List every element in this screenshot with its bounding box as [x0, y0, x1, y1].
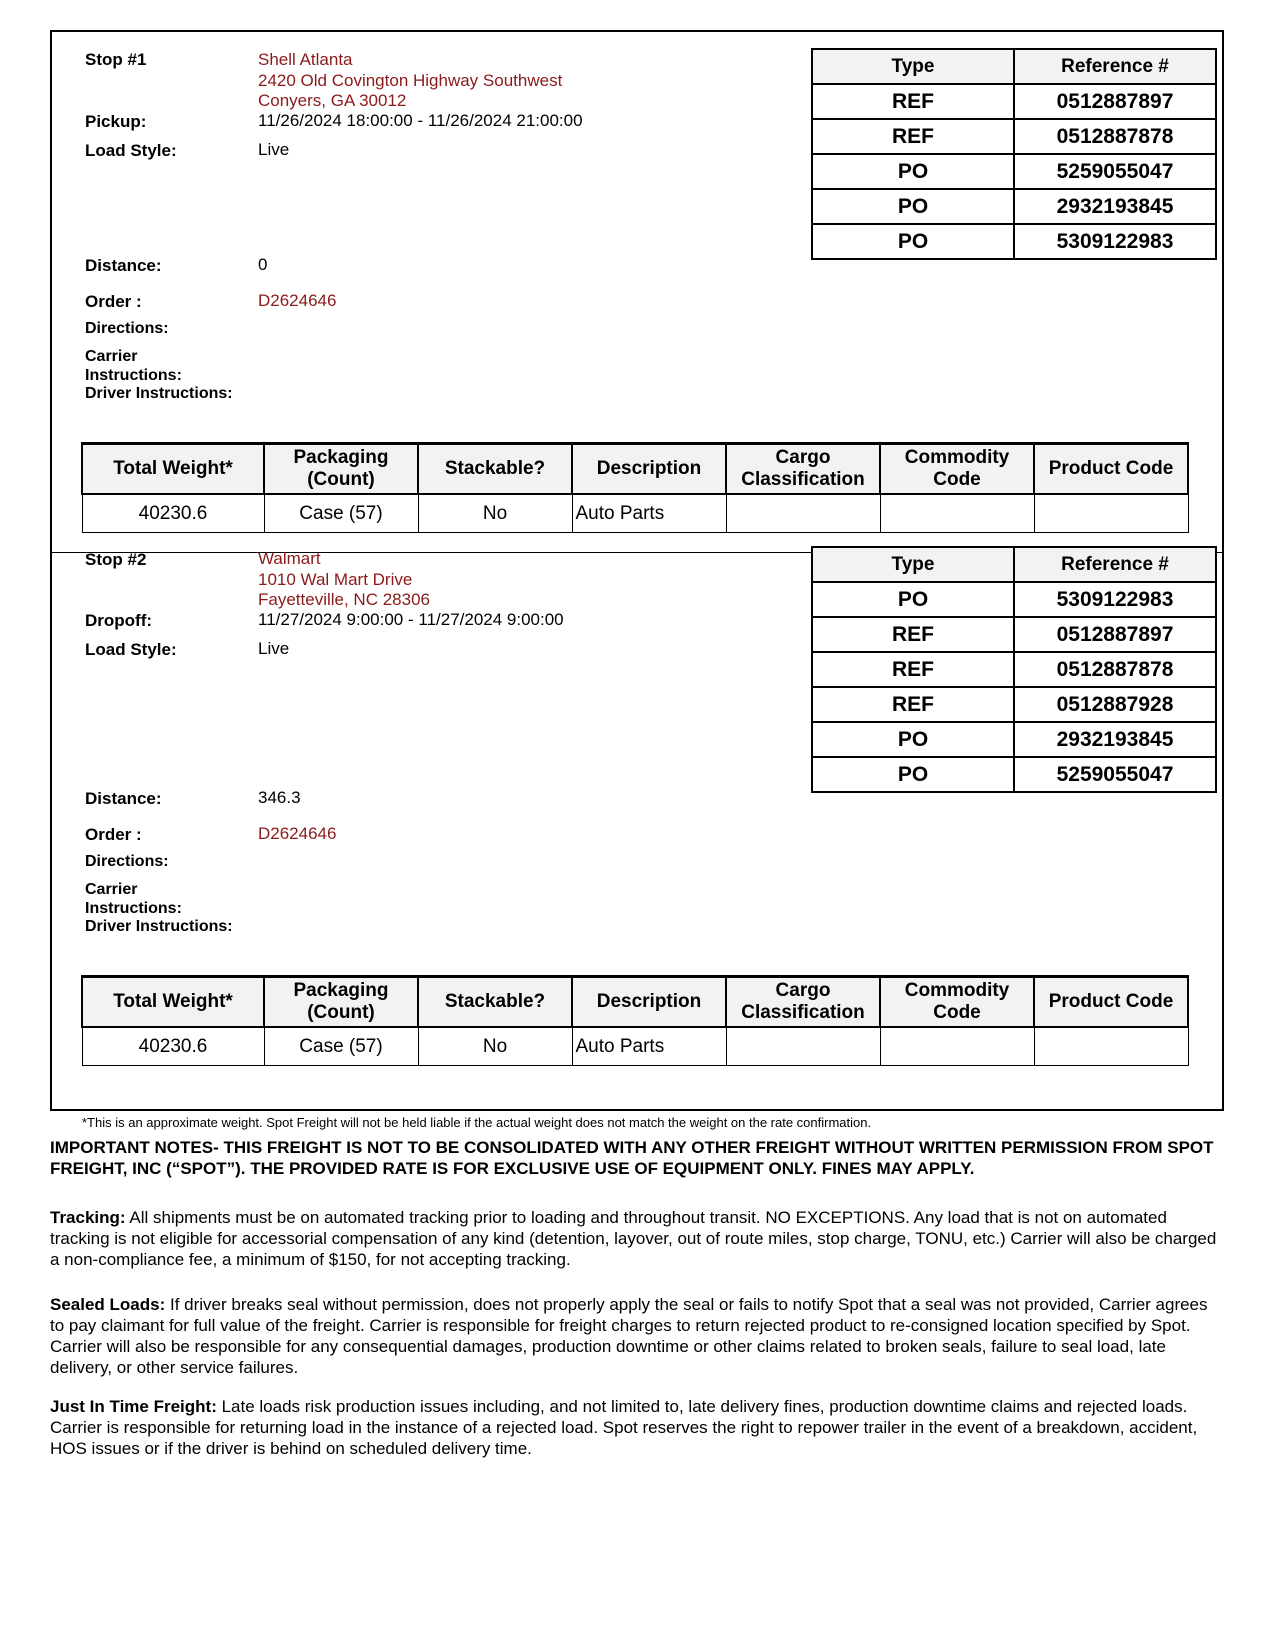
table-row	[812, 687, 1216, 722]
weight-header: Total Weight*	[82, 444, 264, 495]
pickup-label: Pickup:	[85, 112, 147, 131]
distance-value: 0	[258, 255, 268, 274]
ref-number-cell: 0512887897	[1014, 84, 1216, 119]
tracking-paragraph	[50, 1207, 1225, 1270]
stop-address-line1: 2420 Old Covington Highway Southwest	[258, 71, 563, 90]
description-header: Description	[572, 444, 726, 495]
stop-name: Walmart	[258, 549, 321, 568]
cargo-header: Cargo Classification	[726, 444, 880, 495]
important-notes: IMPORTANT NOTES- THIS FREIGHT IS NOT TO BE CONSOLIDATED WITH ANY OTHER FREIGHT WITHOUT WRITTEN PERMISSION FROM SPOT FREIGHT, INC (“SPOT”). THE PROVIDED RATE IS FOR EXCLUSIVE USE OF EQUIPMENT ONLY. FINES MAY APPLY.	[50, 1138, 1214, 1178]
stop-label: Stop #1	[85, 50, 147, 69]
stop-address-line1: 1010 Wal Mart Drive	[258, 570, 413, 589]
commodity-cell	[880, 494, 1034, 533]
table-row	[812, 189, 1216, 224]
weight-cell: 40230.6	[82, 1027, 264, 1066]
ref-number-cell: 5309122983	[1014, 582, 1216, 617]
table-row	[812, 84, 1216, 119]
table-row	[812, 757, 1216, 792]
order-label: Order :	[85, 292, 142, 311]
commodity-header: Commodity Code	[880, 977, 1034, 1028]
ref-type-cell: PO	[812, 154, 1014, 189]
table-row	[82, 494, 1188, 533]
ref-type-cell: PO	[812, 722, 1014, 757]
description-header: Description	[572, 977, 726, 1028]
ref-number-cell: 0512887897	[1014, 617, 1216, 652]
cargo-cell	[726, 1027, 880, 1066]
stop-2-section	[50, 549, 1224, 1111]
driver-instructions-label: Driver Instructions:	[85, 385, 233, 402]
driver-instructions-label: Driver Instructions:	[85, 918, 233, 935]
just-in-time-text: Late loads risk production issues including, and not limited to, late delivery fines, production downtime claims and rejected loads. Carrier is responsible for returning load in the instance of a rejected load. Spot reserves the right to repower trailer in the event of a breakdown, accident, HOS issues or if the driver is behind on scheduled delivery time.	[50, 1397, 1198, 1458]
order-label: Order :	[85, 825, 142, 844]
ref-type-cell: PO	[812, 189, 1014, 224]
ref-type-cell: REF	[812, 652, 1014, 687]
ref-number-cell: 2932193845	[1014, 189, 1216, 224]
packaging-header: Packaging (Count)	[264, 444, 418, 495]
carrier-instructions-label-2: Instructions:	[85, 367, 182, 384]
dropoff-label: Dropoff:	[85, 611, 153, 630]
order-value: D2624646	[258, 291, 337, 310]
carrier-instructions-label-2: Instructions:	[85, 900, 182, 917]
stop-label: Stop #2	[85, 550, 147, 569]
product-code-header: Product Code	[1034, 977, 1188, 1028]
pickup-time: 11/26/2024 18:00:00 - 11/26/2024 21:00:00	[258, 111, 583, 130]
load-style-value: Live	[258, 639, 290, 658]
ref-number-header: Reference #	[1014, 49, 1216, 84]
stop-address-line2: Fayetteville, NC 28306	[258, 590, 430, 609]
ref-number-header: Reference #	[1014, 547, 1216, 582]
distance-value: 346.3	[258, 788, 301, 807]
reference-table	[811, 48, 1217, 260]
ref-type-header: Type	[812, 49, 1014, 84]
tracking-text: All shipments must be on automated tracking prior to loading and throughout transit. NO EXCEPTIONS. Any load that is not on automated tracking is not eligible for accessorial compensation of any kind (detention, layover, out of route miles, stop charge, TONU, etc.) Carrier will also be charged a non-compliance fee, a minimum of $150, for not accepting tracking.	[50, 1208, 1217, 1269]
stop-name: Shell Atlanta	[258, 50, 353, 69]
table-row	[812, 154, 1216, 189]
just-in-time-paragraph	[50, 1396, 1225, 1459]
product-code-cell	[1034, 1027, 1188, 1066]
ref-number-cell: 0512887878	[1014, 119, 1216, 154]
ref-type-cell: REF	[812, 119, 1014, 154]
ref-number-cell: 5259055047	[1014, 154, 1216, 189]
ref-number-cell: 2932193845	[1014, 722, 1216, 757]
carrier-instructions-label-1: Carrier	[85, 881, 138, 898]
stackable-cell: No	[418, 1027, 572, 1066]
cargo-cell	[726, 494, 880, 533]
sealed-loads-title: Sealed Loads:	[50, 1295, 166, 1314]
commodity-cell	[880, 1027, 1034, 1066]
load-style-label: Load Style:	[85, 640, 177, 659]
order-value: D2624646	[258, 824, 337, 843]
stackable-header: Stackable?	[418, 977, 572, 1028]
ref-type-cell: PO	[812, 582, 1014, 617]
ref-type-header: Type	[812, 547, 1014, 582]
directions-label: Directions:	[85, 320, 169, 337]
carrier-instructions-label-1: Carrier	[85, 348, 138, 365]
table-row	[812, 617, 1216, 652]
goods-table	[81, 442, 1189, 533]
stackable-header: Stackable?	[418, 444, 572, 495]
description-cell: Auto Parts	[572, 494, 726, 533]
weight-header: Total Weight*	[82, 977, 264, 1028]
ref-type-cell: PO	[812, 757, 1014, 792]
table-row	[812, 582, 1216, 617]
sealed-loads-text: If driver breaks seal without permission, does not properly apply the seal or fails to notify Spot that a seal was not provided, Carrier agrees to pay claimant for full value of the freight. Carrier is responsible for freight charges to return rejected product to re-consigned location specified by Spot. Carrier will also be responsible for any consequential damages, production downtime or other claims related to broken seals, failure to seal load, late delivery, or other service failures.	[50, 1295, 1208, 1377]
table-row	[812, 224, 1216, 259]
stop-address-line2: Conyers, GA 30012	[258, 91, 407, 110]
ref-number-cell: 0512887928	[1014, 687, 1216, 722]
packaging-cell: Case (57)	[264, 494, 418, 533]
stackable-cell: No	[418, 494, 572, 533]
ref-number-cell: 5309122983	[1014, 224, 1216, 259]
stop-1-section	[50, 30, 1224, 553]
goods-table	[81, 975, 1189, 1066]
table-row	[82, 1027, 1188, 1066]
ref-number-cell: 0512887878	[1014, 652, 1216, 687]
ref-type-cell: REF	[812, 617, 1014, 652]
dropoff-time: 11/27/2024 9:00:00 - 11/27/2024 9:00:00	[258, 610, 564, 629]
distance-label: Distance:	[85, 256, 162, 275]
product-code-header: Product Code	[1034, 444, 1188, 495]
ref-type-cell: REF	[812, 687, 1014, 722]
tracking-title: Tracking:	[50, 1208, 126, 1227]
distance-label: Distance:	[85, 789, 162, 808]
weight-cell: 40230.6	[82, 494, 264, 533]
commodity-header: Commodity Code	[880, 444, 1034, 495]
sealed-loads-paragraph	[50, 1294, 1225, 1378]
weight-footnote: *This is an approximate weight. Spot Freight will not be held liable if the actual weight does not match the weight on the rate confirmation.	[82, 1115, 872, 1130]
ref-type-cell: PO	[812, 224, 1014, 259]
load-style-label: Load Style:	[85, 141, 177, 160]
description-cell: Auto Parts	[572, 1027, 726, 1066]
table-row	[812, 652, 1216, 687]
packaging-cell: Case (57)	[264, 1027, 418, 1066]
load-style-value: Live	[258, 140, 290, 159]
ref-number-cell: 5259055047	[1014, 757, 1216, 792]
product-code-cell	[1034, 494, 1188, 533]
table-row	[812, 119, 1216, 154]
cargo-header: Cargo Classification	[726, 977, 880, 1028]
table-row	[812, 722, 1216, 757]
ref-type-cell: REF	[812, 84, 1014, 119]
reference-table	[811, 546, 1217, 793]
packaging-header: Packaging (Count)	[264, 977, 418, 1028]
directions-label: Directions:	[85, 853, 169, 870]
just-in-time-title: Just In Time Freight:	[50, 1397, 217, 1416]
